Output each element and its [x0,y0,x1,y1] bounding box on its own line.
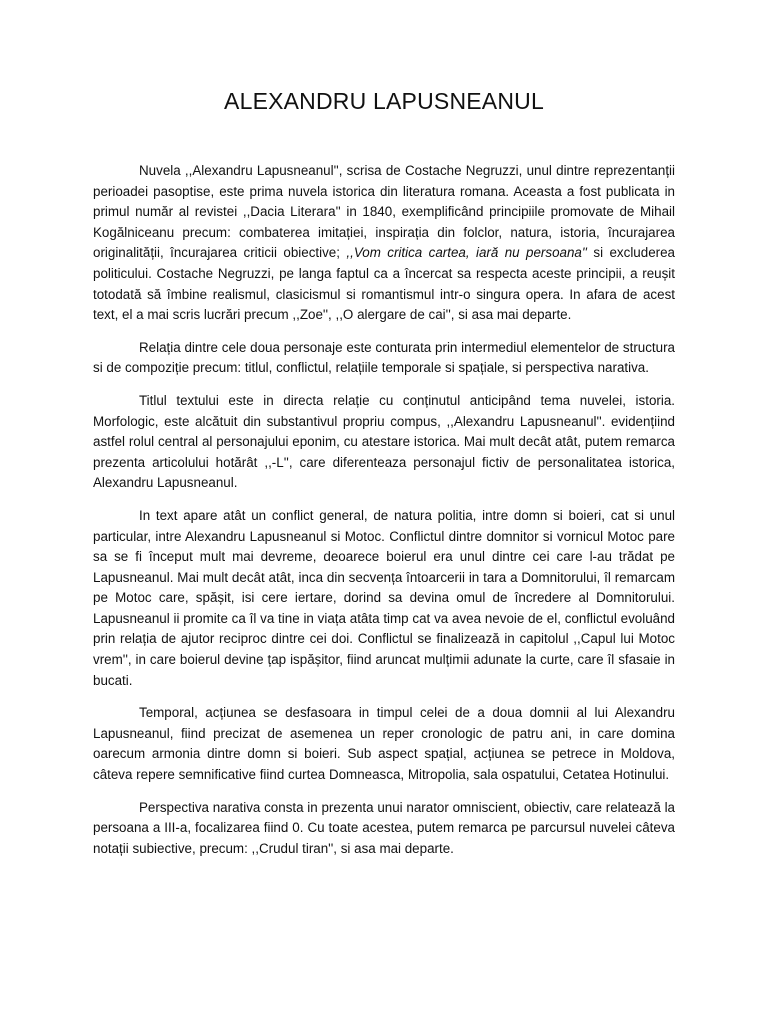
paragraph-title-analysis: Titlul textului este in directa relație cu conținutul anticipând tema nuvelei, istoria. Morfologic, este alcătuit din substantivul propriu compus, ,,Alexandru Lapusneanul''. evidențiind astfel rolul central al personajului eponim, cu atestare istorica. Mai mult decât atât, putem remarca prezenta articolului hotărât ,,-L'', care diferenteaza personajul fictiv de personalitatea istorica, Alexandru Lapusneanul. [93,392,675,491]
paragraph-time-space: Temporal, acțiunea se desfasoara in timpul celei de a doua domnii al lui Alexandru Lapusneanul, fiind precizat de asemenea un reper cronologic de patru ani, in care domina oarecum armonia dintre domn si boieri. Sub aspect spațial, acțiunea se petrece in Moldova, câteva repere semnificative fiind curtea Domneasca, Mitropolia, sala ospatului, Cetatea Hotinului. [93,705,675,783]
document-title: ALEXANDRU LAPUSNEANUL [224,88,544,114]
document-page [93,88,675,871]
paragraph-structure: Relația dintre cele doua personaje este conturata prin intermediul elementelor de structura si de compoziție precum: titlul, conflictul, relațiile temporale si spațiale, si perspectiva narativa. [93,339,675,376]
paragraph-intro-text-start: Nuvela ,,Alexandru Lapusneanul'', scrisa de Costache Negruzzi, unul dintre reprezentanții perioadei pasoptise, este prima nuvela istorica din literatura romana. Aceasta a fost publicata in primul număr al revistei ,,Dacia Literara'' in 1840, exemplificând principiile promovate de Mihail Kogălniceanu precum: combaterea imitației, inspirația din folclor, natura, istoria, încurajarea originalității, încurajarea criticii obiective; [93,163,675,261]
paragraph-perspective: Perspectiva narativa consta in prezenta unui narator omniscient, obiectiv, care relatează la persoana a III-a, focalizarea fiind 0. Cu toate acestea, putem remarca pe parcursul nuvelei câteva notații subiective, precum: ,,Crudul tiran'', si asa mai departe. [93,799,675,856]
paragraph-intro-quote: ,,Vom critica cartea, iară nu persoana'' [346,245,587,261]
paragraph-intro [93,161,675,326]
paragraph-intro-text-end: si excluderea politicului. Costache Negruzzi, pe langa faptul ca a încercat sa respecta aceste principii, a reușit totodată să îmbine realismul, clasicismul si romantismul intr-o singura opera. In afara de acest text, el a mai scris lucrări precum ,,Zoe'', ,,O alergare de cai'', si asa mai departe. [93,245,675,323]
paragraph-conflict: In text apare atât un conflict general, de natura politia, intre domn si boieri, cat si unul particular, intre Alexandru Lapusneanul si Motoc. Conflictul dintre domnitor si vornicul Motoc pare sa se fi început mult mai devreme, deoarece boierul era unul dintre cei care l-au trădat pe Lapusneanul. Mai mult decât atât, inca din secvența întoarcerii in tara a Domnitorului, îl remarcam pe Motoc care, spășit, isi cere iertare, dorind sa devina omul de încredere al Domnitorului. Lapusneanul ii promite ca îl va tine in viața atâta timp cat va avea nevoie de el, conflictul evoluând prin relația de ajutor reciproc dintre cei doi. Conflictul se finalizează in capitolul ,,Capul lui Motoc vrem'', in care boierul devine țap ispășitor, fiind aruncat mulțimii adunate la curte, care îl sfasaie in bucati. [93,507,675,688]
